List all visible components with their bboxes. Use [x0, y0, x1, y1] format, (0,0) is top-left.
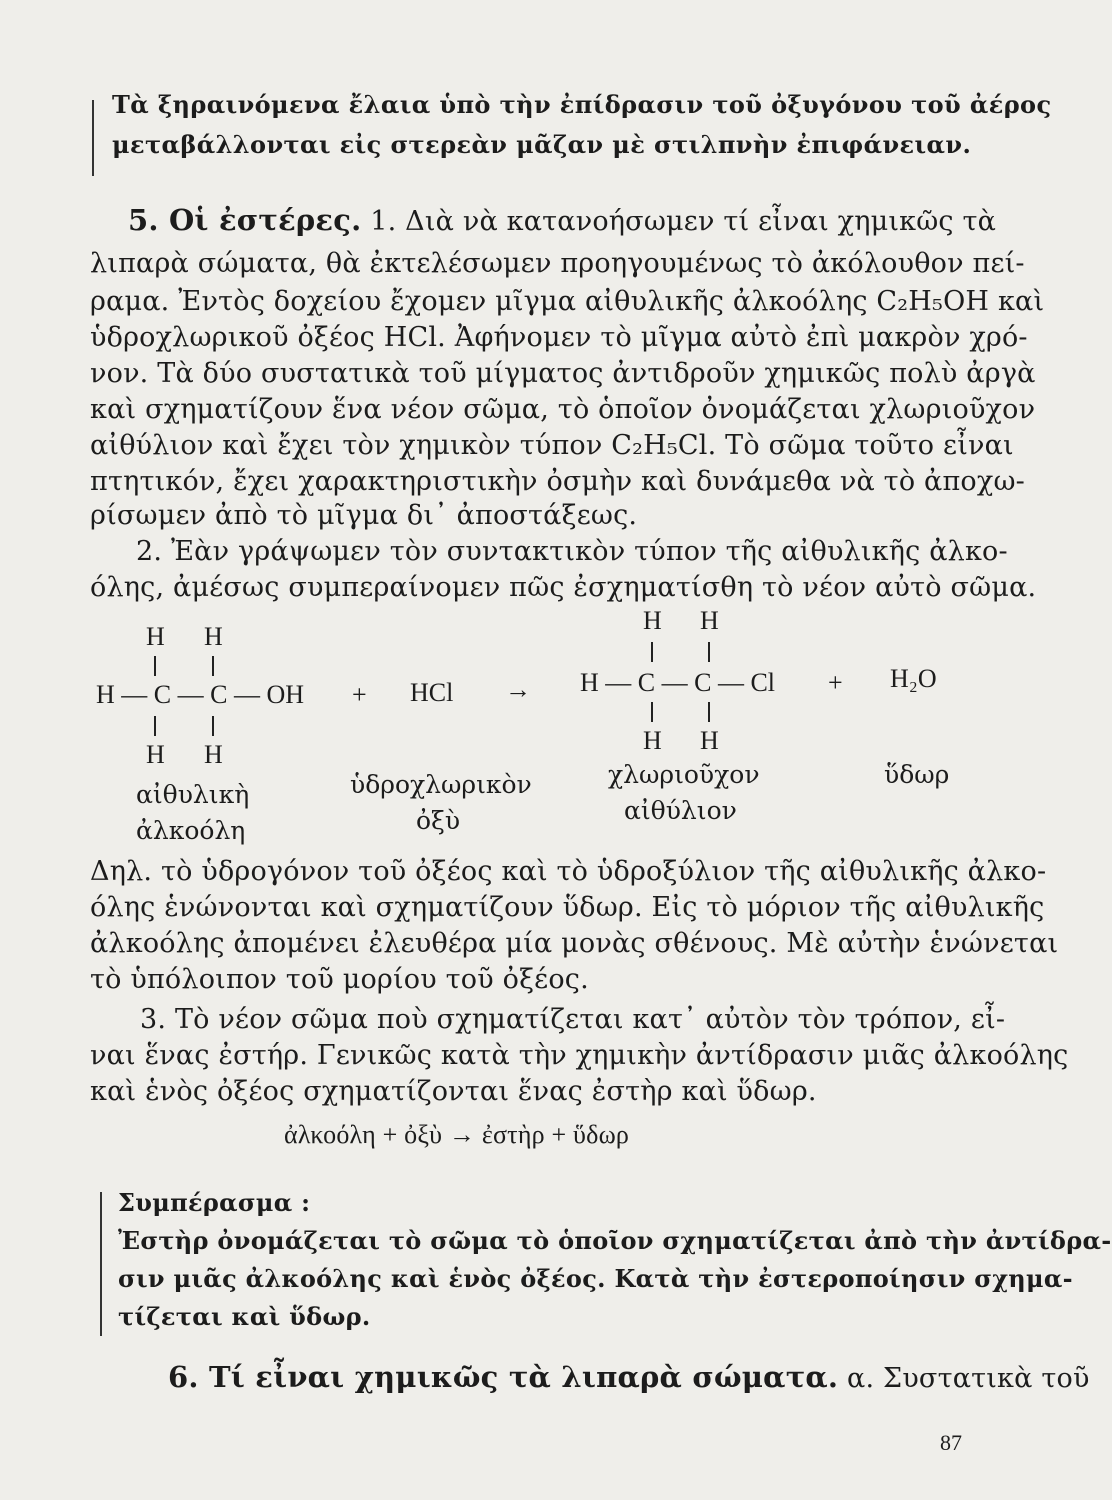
page-number: 87 [940, 1430, 962, 1455]
bond-line [212, 716, 214, 736]
water-formula: H₂O [890, 664, 937, 693]
bond-line [154, 656, 156, 676]
para4-line-1: 3. Τὸ νέον σῶμα ποὺ σχηματίζεται κατ᾽ αὐτὸν τὸν τρόπον, εἶ- [140, 1004, 1006, 1035]
general-equation: ἀλκοόλη + ὀξὺ → ἐστὴρ + ὕδωρ [284, 1120, 630, 1149]
label-water: ὕδωρ [884, 760, 950, 789]
para1-line-3: ραμα. Ἐντὸς δοχείου ἔχομεν μῖγμα αἰθυλικῆς ἀλκοόλης C₂H₅OH καὶ [90, 286, 1045, 317]
para4-line-2: ναι ἕνας ἐστήρ. Γενικῶς κατὰ τὴν χημικὴν ἀντίδρασιν μιᾶς ἀλκοόλης [90, 1040, 1069, 1071]
bond-line [708, 642, 710, 662]
bond-line [708, 702, 710, 722]
para1-line-5: νον. Τὰ δύο συστατικὰ τοῦ μίγματος ἀντιδροῦν χημικῶς πολὺ ἀργὰ [90, 358, 1036, 389]
intro-line-2: μεταβάλλονται εἰς στερεὰν μᾶζαν μὲ στιλπνὴν ἐπιφάνειαν. [112, 130, 972, 159]
atom-h: H [643, 606, 662, 635]
label-ethanol: ἀλκοόλη [136, 816, 246, 845]
atom-h: H [700, 606, 719, 635]
conclusion-line-1: Ἐστὴρ ὀνομάζεται τὸ σῶμα τὸ ὁποῖον σχηματίζεται ἀπὸ τὴν ἀντίδρα- [118, 1226, 1112, 1255]
label-hcl: ὑδροχλωρικὸν [350, 770, 532, 799]
atom-h: H [204, 740, 223, 769]
section6-heading: 6. Τί εἶναι χημικῶς τὰ λιπαρὰ σώματα. [168, 1360, 839, 1394]
section5-first-line [128, 203, 996, 237]
intro-margin-rule [92, 100, 94, 176]
hcl-formula: HCl [410, 678, 454, 707]
chloride-chain: H — C — C — Cl [580, 668, 776, 697]
bond-line [651, 642, 653, 662]
para3-line-3: ἀλκοόλης ἀπομένει ἐλευθέρα μία μονὰς σθένους. Μὲ αὐτὴν ἑνώνεται [90, 928, 1059, 959]
section5-heading: 5. Οἱ ἐστέρες. [128, 203, 362, 237]
bond-line [212, 656, 214, 676]
section6-rest: α. Συστατικὰ τοῦ [847, 1363, 1090, 1394]
para1-line-2: λιπαρὰ σώματα, θὰ ἐκτελέσωμεν προηγουμένως τὸ ἀκόλουθον πεί- [90, 248, 1025, 279]
para3-line-2: όλης ἑνώνονται καὶ σχηματίζουν ὕδωρ. Εἰς τὸ μόριον τῆς αἰθυλικῆς [90, 892, 1045, 923]
para3-line-4: τὸ ὑπόλοιπον τοῦ μορίου τοῦ ὀξέος. [90, 964, 589, 995]
label-ethanol: αἰθυλικὴ [136, 780, 250, 809]
atom-h: H [204, 622, 223, 651]
para2-line-1: 2. Ἐὰν γράψωμεν τὸν συντακτικὸν τύπον τῆς αἰθυλικῆς ἀλκο- [136, 536, 1008, 567]
label-chloride: αἰθύλιον [624, 796, 737, 825]
plus-sign: + [352, 680, 367, 709]
para1-line-9: ρίσωμεν ἀπὸ τὸ μῖγμα δι᾽ ἀποστάξεως. [90, 500, 638, 531]
para1-line-1: 1. Διὰ νὰ κατανοήσωμεν τί εἶναι χημικῶς τὰ [370, 206, 997, 237]
conclusion-line-2: σιν μιᾶς ἀλκοόλης καὶ ἑνὸς ὀξέος. Κατὰ τὴν ἐστεροποίησιν σχημα- [118, 1264, 1073, 1293]
para1-line-7: αἰθύλιον καὶ ἔχει τὸν χημικὸν τύπον C₂H₅Cl. Τὸ σῶμα τοῦτο εἶναι [90, 430, 1014, 461]
para1-line-4: ὑδροχλωρικοῦ ὀξέος HCl. Ἀφήνομεν τὸ μῖγμα αὐτὸ ἐπὶ μακρὸν χρό- [90, 322, 1028, 353]
conclusion-line-3: τίζεται καὶ ὕδωρ. [118, 1302, 371, 1331]
atom-h: H [146, 622, 165, 651]
label-hcl: ὀξὺ [416, 806, 461, 835]
para1-line-6: καὶ σχηματίζουν ἕνα νέον σῶμα, τὸ ὁποῖον ὀνομάζεται χλωριοῦχον [90, 394, 1036, 425]
intro-line-1: Τὰ ξηραινόμενα ἔλαια ὑπὸ τὴν ἐπίδρασιν τοῦ ὀξυγόνου τοῦ ἀέρος [112, 90, 1052, 119]
atom-h: H [700, 726, 719, 755]
label-chloride: χλωριοῦχον [608, 760, 760, 789]
atom-h: H [146, 740, 165, 769]
reaction-arrow: → [505, 675, 531, 704]
para2-line-2: όλης, ἀμέσως συμπεραίνομεν πῶς ἐσχηματίσθη τὸ νέον αὐτὸ σῶμα. [90, 572, 1037, 603]
ethanol-chain: H — C — C — OH [96, 680, 305, 709]
conclusion-title: Συμπέρασμα : [118, 1188, 311, 1217]
para3-line-1: Δηλ. τὸ ὑδρογόνον τοῦ ὀξέος καὶ τὸ ὑδροξύλιον τῆς αἰθυλικῆς ἀλκο- [90, 856, 1047, 887]
section6-line [168, 1360, 1090, 1394]
bond-line [651, 702, 653, 722]
conclusion-margin-rule [100, 1192, 102, 1336]
para4-line-3: καὶ ἑνὸς ὀξέος σχηματίζονται ἕνας ἐστὴρ καὶ ὕδωρ. [90, 1076, 817, 1107]
plus-sign: + [828, 668, 843, 697]
para1-line-8: πτητικόν, ἔχει χαρακτηριστικὴν ὀσμὴν καὶ δυνάμεθα νὰ τὸ ἀποχω- [90, 466, 1025, 497]
atom-h: H [643, 726, 662, 755]
bond-line [154, 716, 156, 736]
